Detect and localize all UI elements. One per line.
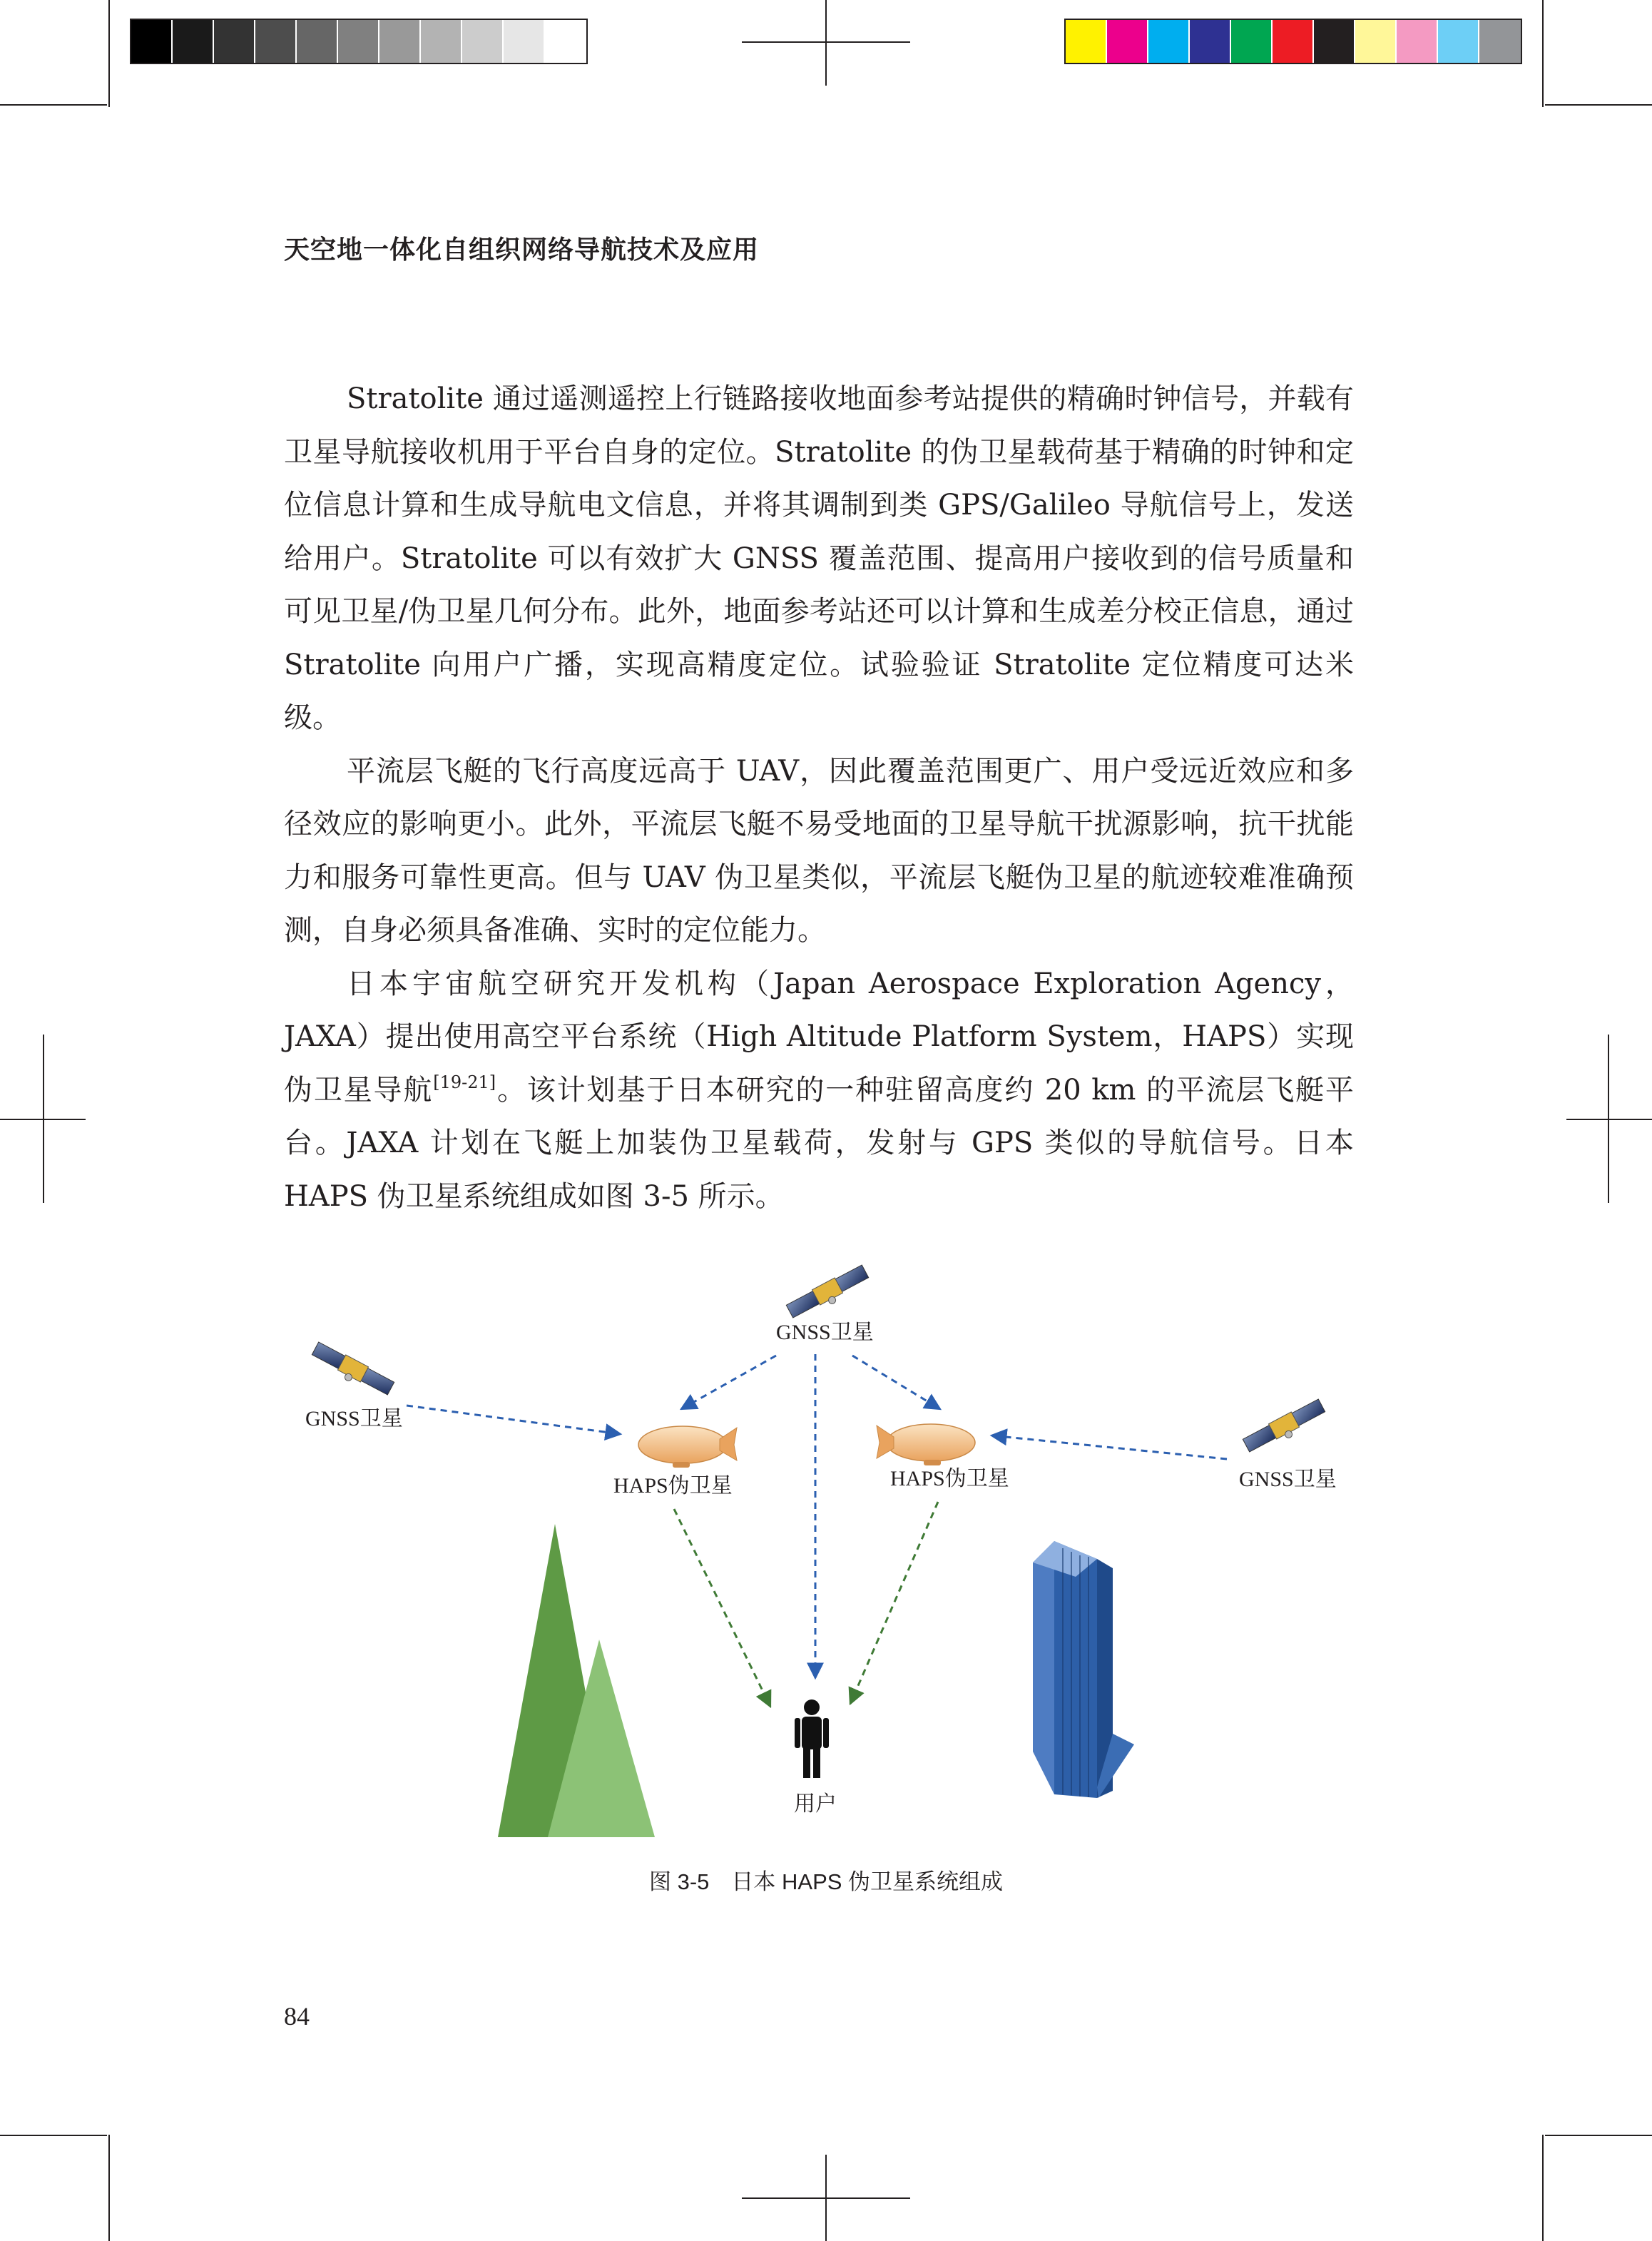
gray-swatch <box>338 20 379 63</box>
color-swatch <box>1066 20 1107 63</box>
gray-swatch <box>173 20 214 63</box>
airship-icon-left <box>638 1426 737 1468</box>
label-haps-left: HAPS伪卫星 <box>613 1474 733 1498</box>
paragraph-jaxa <box>284 957 1354 1224</box>
satellite-icon-top <box>785 1264 872 1323</box>
color-swatch <box>1231 20 1273 63</box>
body-text <box>284 372 1354 1223</box>
reference-superscript: [19-21] <box>433 1072 496 1092</box>
gray-swatch <box>379 20 421 63</box>
paragraph-jaxa-part1: 日本宇宙航空研究开发机构（Japan Aerospace Exploration Agency，JAXA）提出使用高空平台系统（High Altitude Platform System，HAPS）实现伪卫星导航 <box>284 967 1354 1107</box>
color-swatch <box>1148 20 1190 63</box>
figure-caption: 图 3-5 日本 HAPS 伪卫星系统组成 <box>648 1869 1004 1894</box>
label-user: 用户 <box>794 1792 837 1816</box>
mountains-icon <box>498 1524 655 1837</box>
gray-swatch <box>545 20 586 63</box>
gray-swatch <box>462 20 504 63</box>
color-swatch <box>1479 20 1521 63</box>
gray-swatch <box>214 20 255 63</box>
color-swatch <box>1107 20 1148 63</box>
color-swatch <box>1314 20 1355 63</box>
pseudolite-signal-links <box>674 1502 938 1707</box>
building-icon <box>1033 1541 1134 1798</box>
label-gnss-right: GNSS卫星 <box>1239 1468 1337 1491</box>
paragraph-jaxa-part2: 。该计划基于日本研究的一种驻留高度约 20 km 的平流层飞艇平台。JAXA 计划在飞艇上加装伪卫星载荷，发射与 GPS 类似的导航信号。日本 HAPS 伪卫星系统组成如图 3-5 所示。 <box>284 1073 1355 1213</box>
label-gnss-top: GNSS卫星 <box>776 1321 874 1344</box>
color-swatch <box>1273 20 1314 63</box>
color-calibration-bar <box>1064 19 1522 64</box>
gray-calibration-bar <box>130 19 588 64</box>
airship-icon-right <box>877 1424 975 1465</box>
satellite-icon-left <box>309 1341 395 1401</box>
gray-swatch <box>131 20 173 63</box>
label-gnss-left: GNSS卫星 <box>305 1407 403 1431</box>
paragraph-stratolite: Stratolite 通过遥测遥控上行链路接收地面参考站提供的精确时钟信号，并载有卫星导航接收机用于平台自身的定位。Stratolite 的伪卫星载荷基于精确的时钟和定位信息计算和生成导航电文信息，并将其调制到类 GPS/Galileo 导航信号上，发送给用户。Stratolite 可以有效扩大 GNSS 覆盖范围、提高用户接收到的信号质量和可见卫星/伪卫星几何分布。此外，地面参考站还可以计算和生成差分校正信息，通过 Stratolite 向用户广播，实现高精度定位。试验验证 Stratolite 定位精度可达米级。 <box>284 382 1354 734</box>
user-icon <box>795 1699 829 1778</box>
color-swatch <box>1397 20 1438 63</box>
satellite-icon-right <box>1242 1398 1328 1458</box>
color-swatch <box>1438 20 1479 63</box>
gray-swatch <box>421 20 462 63</box>
label-haps-right: HAPS伪卫星 <box>890 1467 1009 1490</box>
page-number: 84 <box>284 2002 310 2031</box>
gray-swatch <box>297 20 338 63</box>
color-swatch <box>1190 20 1231 63</box>
running-header: 天空地一体化自组织网络导航技术及应用 <box>284 235 760 265</box>
haps-system-diagram <box>285 1256 1370 1855</box>
color-swatch <box>1355 20 1397 63</box>
gray-swatch <box>255 20 297 63</box>
paragraph-airship: 平流层飞艇的飞行高度远高于 UAV，因此覆盖范围更广、用户受远近效应和多径效应的影响更小。此外，平流层飞艇不易受地面的卫星导航干扰源影响，抗干扰能力和服务可靠性更高。但与 UAV 伪卫星类似，平流层飞艇伪卫星的航迹较难准确预测，自身必须具备准确、实时的定位能力。 <box>284 754 1354 947</box>
gray-swatch <box>504 20 545 63</box>
